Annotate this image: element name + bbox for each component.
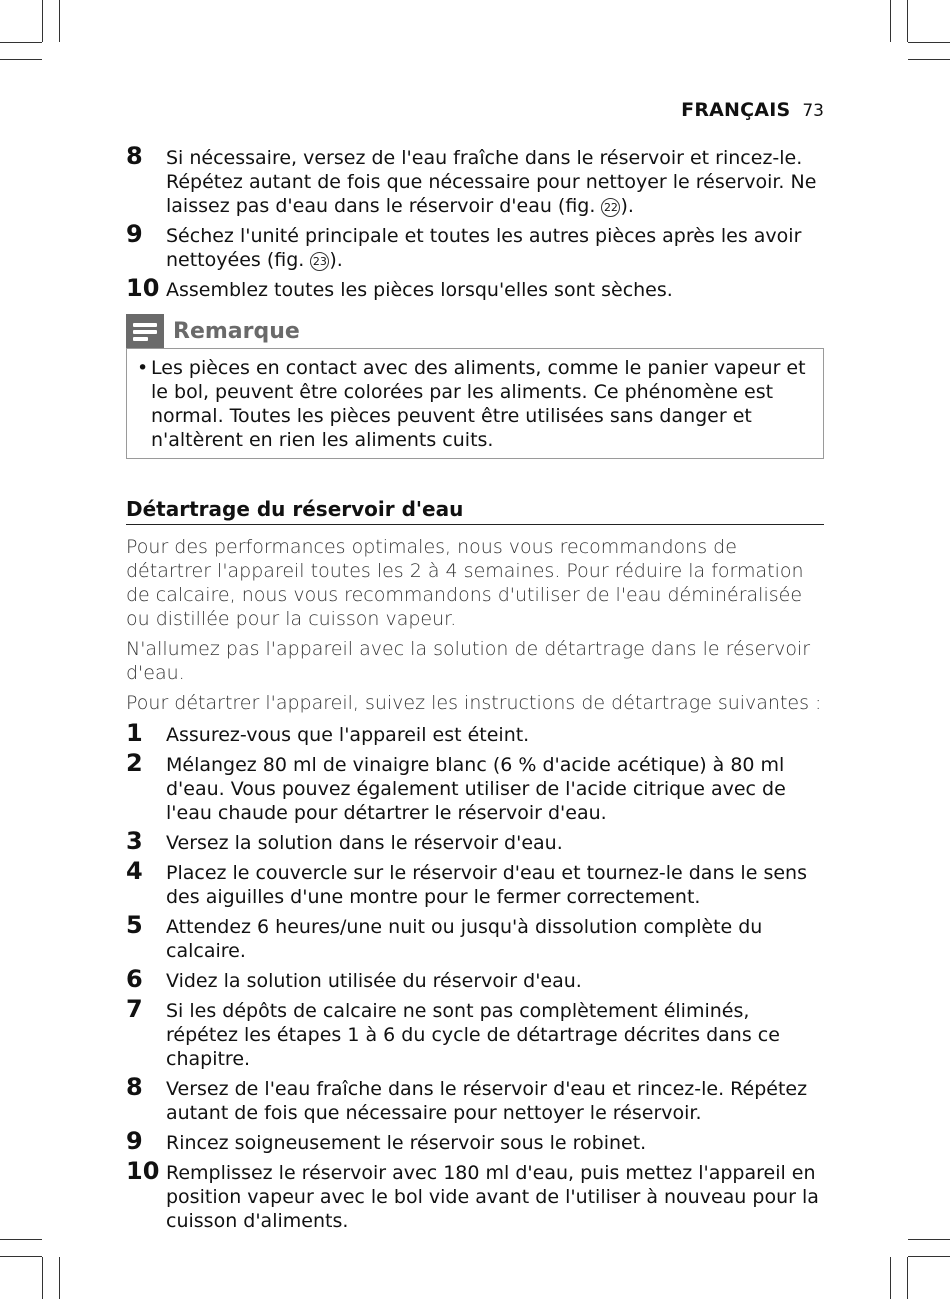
crop-mark: [42, 0, 43, 42]
crop-mark: [908, 1239, 950, 1240]
section-title: Détartrage du réservoir d'eau: [126, 497, 824, 525]
step-text: Assurez-vous que l'appareil est éteint.: [166, 724, 530, 746]
step-item: [126, 857, 824, 909]
step-item: [126, 1073, 824, 1125]
step-text: Attendez 6 heures/une nuit ou jusqu'à dissolution complète du calcaire.: [166, 916, 763, 962]
crop-mark: [890, 0, 891, 42]
step-text: Séchez l'unité principale et toutes les autres pièces après les avoir nettoyées (fig. 23 ).: [166, 225, 802, 271]
step-text: Versez la solution dans le réservoir d'eau.: [166, 832, 563, 854]
note-bullet-item: [137, 356, 813, 452]
crop-mark: [0, 1256, 42, 1257]
step-text: Mélangez 80 ml de vinaigre blanc (6 % d'acide acétique) à 80 ml d'eau. Vous pouvez également utiliser de l'acide citrique avec de l'eau chaude pour détartrer le réservoir d'eau.: [166, 754, 786, 824]
step-text: Rincez soigneusement le réservoir sous le robinet.: [166, 1132, 647, 1154]
step-item: [126, 220, 824, 272]
figure-ref: 22: [601, 198, 620, 217]
paragraph: N'allumez pas l'appareil avec la solution de détartrage dans le réservoir d'eau.: [126, 638, 811, 684]
crop-mark: [908, 42, 950, 43]
step-item: [126, 749, 824, 825]
step-number: 10: [126, 274, 160, 302]
step-number: 8: [126, 142, 143, 170]
crop-mark: [0, 59, 42, 60]
step-item: [126, 1127, 824, 1155]
step-text: Versez de l'eau fraîche dans le réservoir d'eau et rincez-le. Répétez autant de fois que nécessaire pour nettoyer le réservoir.: [166, 1078, 808, 1124]
crop-mark: [0, 42, 42, 43]
crop-mark: [907, 0, 908, 42]
step-item: [126, 142, 824, 218]
step-number: 4: [126, 857, 143, 885]
step-item: [126, 719, 824, 747]
step-item: [126, 1157, 824, 1233]
step-number: 8: [126, 1073, 143, 1101]
step-number: 5: [126, 911, 143, 939]
step-text: Assemblez toutes les pièces lorsqu'elles sont sèches.: [166, 279, 673, 301]
crop-mark: [908, 59, 950, 60]
step-item: [126, 995, 824, 1071]
note-box: [126, 348, 824, 459]
page-number: 73: [802, 101, 824, 121]
step-number: 9: [126, 1127, 143, 1155]
crop-mark: [907, 1257, 908, 1299]
crop-mark: [908, 1256, 950, 1257]
paragraph: Pour détartrer l'appareil, suivez les instructions de détartrage suivantes :: [126, 692, 822, 714]
crop-mark: [59, 0, 60, 42]
page-header: [681, 99, 824, 121]
step-number: 6: [126, 965, 143, 993]
crop-mark: [890, 1257, 891, 1299]
page-content: [126, 142, 824, 1239]
step-text: Si nécessaire, versez de l'eau fraîche dans le réservoir et rincez-le. Répétez autant de fois que nécessaire pour nettoyer le réservoir. Ne laissez pas d'eau dans le réservoir d'eau (fig. 22 ).: [166, 147, 817, 217]
paragraph: Pour des performances optimales, nous vous recommandons de détartrer l'appareil toutes les 2 à 4 semaines. Pour réduire la formation de calcaire, nous vous recommandons d'utiliser de l'eau déminéralisée ou distillée pour la cuisson vapeur.: [126, 536, 804, 630]
note-header: [126, 314, 824, 348]
crop-mark: [59, 1257, 60, 1299]
step-text: Si les dépôts de calcaire ne sont pas complètement éliminés, répétez les étapes 1 à 6 du cycle de détartrage décrites dans ce chapitre.: [166, 1000, 780, 1070]
note-title: Remarque: [173, 318, 300, 344]
step-number: 9: [126, 220, 143, 248]
step-number: 3: [126, 827, 143, 855]
crop-mark: [42, 1257, 43, 1299]
note-lines-icon: [126, 314, 164, 348]
crop-mark: [0, 1239, 42, 1240]
step-text: Remplissez le réservoir avec 180 ml d'eau, puis mettez l'appareil en position vapeur avec le bol vide avant de l'utiliser à nouveau pour la cuisson d'aliments.: [166, 1162, 819, 1232]
step-text: Placez le couvercle sur le réservoir d'eau et tournez-le dans le sens des aiguilles d'une montre pour le fermer correctement.: [166, 862, 807, 908]
language-label: FRANÇAIS: [681, 99, 791, 121]
step-text: Videz la solution utilisée du réservoir d'eau.: [166, 970, 582, 992]
descaling-steps: [126, 719, 824, 1233]
step-item: [126, 274, 824, 302]
step-number: 2: [126, 749, 143, 777]
figure-ref: 23: [310, 252, 329, 271]
step-number: 10: [126, 1157, 160, 1185]
step-item: [126, 827, 824, 855]
bullet-marker: •: [137, 357, 149, 379]
step-item: [126, 911, 824, 963]
step-item: [126, 965, 824, 993]
step-number: 1: [126, 719, 143, 747]
step-number: 7: [126, 995, 143, 1023]
note-text: Les pièces en contact avec des aliments, comme le panier vapeur et le bol, peuvent être colorées par les aliments. Ce phénomène est normal. Toutes les pièces peuvent être utilisées sans danger et n'altèrent en rien les aliments cuits.: [151, 357, 806, 451]
